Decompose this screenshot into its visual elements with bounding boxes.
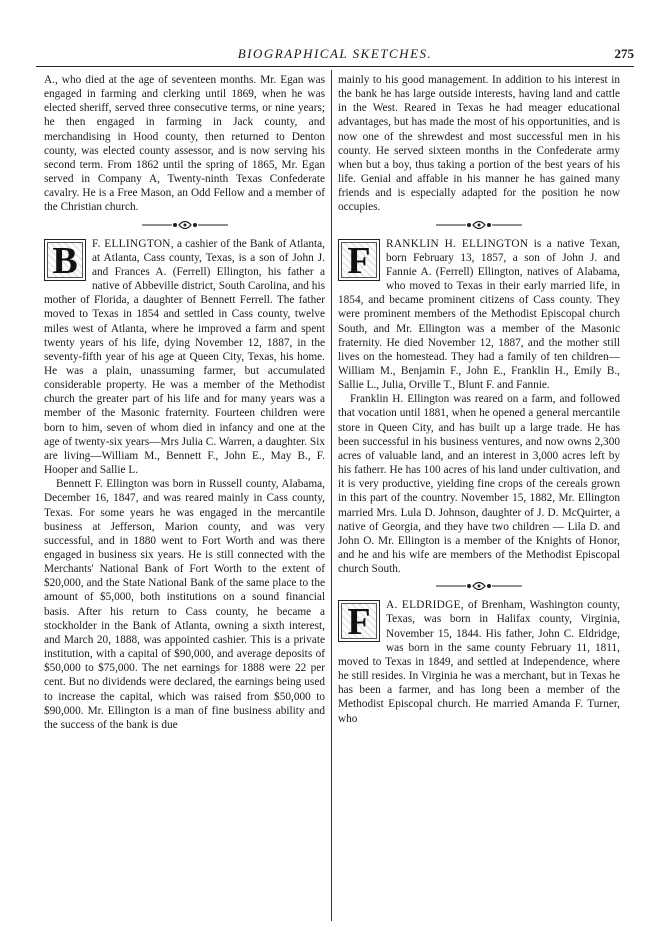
- franklin-ellington-paragraph-1: [338, 237, 620, 393]
- bf-ellington-name: F. ELLINGTON,: [92, 237, 174, 250]
- fa-eldridge-entry: [338, 598, 620, 725]
- franklin-ellington-paragraph-2: Franklin H. Ellington was reared on a farm, and followed that vocation until 1881, when he opened a general mercantile store in Queen City, and has built up a large trade. He has been successful in his business ventures, and now owns 2,300 acres of valuable land, and an interest in 3,000 acres left by his fatherr. He has 100 acres of his land under cultivation, and it is very productive, yielding fine crops of the cereals grown in this part of the country. November 15, 1882, Mr. Ellington married Mrs. Lula D. Johnson, daughter of J. D. McQuirter, a native of Georgia, and they have two children — Lila D. and John O. Mr. Ellington is a member of the Knights of Honor, and he and his wife are members of the Methodist Episcopal church South.: [338, 393, 620, 576]
- right-column: [338, 73, 620, 921]
- left-column: [44, 73, 325, 921]
- bf-ellington-intro: a cashier of the Bank of Atlanta, at Atlanta, Cass county, Texas, is a son of John J. and Frances A. (Ferrell) Ellington, his father a native of Abbeville district, South Carolina, and his mother of Florida, a daughter of Bennett Ferrell. The father moved to Texas in 1854 and settled in Cass county, twelve miles west of Atlanta, where he improved a farm and spent twenty years of his life, dying November 12, 1887, in the seventy-fifth year of his age at Queen City, Texas, his home. He was a plain, unassuming farmer, but accumulated considerable property. He was a member of the Methodist church the greater part of his life and for many years was a member of the Masonic fraternity. Fourteen children were born to him, seven of whom died in infancy and one at the age of twenty-six years—Mrs Julia C. Warren, a daughter. Six are living—William M., Bennett F., John E., May B., F. Hooper and Sallie L.: [44, 237, 325, 477]
- drop-cap-b: B: [44, 239, 86, 281]
- fa-eldridge-intro: of Brenham, Washington county, Texas, was born in Halifax county, Virginia, November 15, 1844. His father, John C. Eldridge, was born in the same county February 11, 1811, moved to Texas in 1849, and settled at Independence, where he still resides. In Virginia he was a merchant, but in Texas he has been a farmer, and has long been a member of the Methodist Episcopal church. He married Amanda F. Turner, who: [338, 599, 620, 725]
- column-divider: [331, 70, 332, 921]
- bf-ellington-continuation: mainly to his good management. In addition to his interest in the bank he has large outside interests, having land and cattle in the West. Reared in Texas he had meager educational advantages, but has made the most of his opportunities, and is now one of the shrewdest and most successful men in his county. He served sixteen months in the Confederate army when but a boy, thus taking a portion of the best years of his life. Genial and affable in his manner he has gained many friends and is especially adapted for the position he now occupies.: [338, 74, 620, 214]
- header-rule: [36, 66, 634, 67]
- bf-ellington-entry: [44, 237, 325, 732]
- page-number: 275: [614, 46, 634, 61]
- bf-ellington-paragraph-1: [44, 237, 325, 478]
- franklin-ellington-name: RANKLIN H. ELLINGTON: [386, 237, 529, 250]
- section-divider-ornament: [140, 219, 230, 231]
- franklin-ellington-intro: is a native Texan, born February 13, 1857, a son of John J. and Fannie A. (Ferrell) Ellington, natives of Alabama, who moved to Texas in their early married life, in 1854, and became prominent citizens of Cass county. They were prominent members of the Methodist Episcopal church South, and Mr. Ellington was a member of the Masonic fraternity. He died November 12, 1887, and the mother still lives on the homestead. They had a family of ten children—William M., Benjamin F., John E., Franklin H., Emily B., Sallie L., Julia, Orville T., Blunt F. and Fannie.: [338, 237, 620, 392]
- drop-cap-f: F: [338, 239, 380, 281]
- section-divider-ornament: [434, 580, 524, 592]
- fa-eldridge-paragraph-1: [338, 598, 620, 725]
- franklin-ellington-entry: [338, 237, 620, 577]
- drop-cap-f: F: [338, 600, 380, 642]
- fa-eldridge-name: A. ELDRIDGE,: [386, 599, 464, 612]
- running-title: BIOGRAPHICAL SKETCHES.: [237, 46, 433, 61]
- section-divider-ornament: [434, 219, 524, 231]
- bf-ellington-paragraph-2: Bennett F. Ellington was born in Russell county, Alabama, December 16, 1847, and was reared mainly in Cass county, Texas. For some years he was engaged in the mercantile business at Jefferson, Marion county, and was very successful, and in 1880 went to Fort Worth and was there engaged in business six years. He is still connected with the Merchants' National Bank of Fort Worth to the extent of $20,000, and the State National Bank of the same place to the amount of $5,000, both institutions on a sound financial basis. After his return to Cass county, he became a stockholder in the Bank of Atlanta, owning a sixth interest, and March 20, 1888, was appointed cashier. This is a private institution, with a capital of $90,000, and average deposits of $50,000 to $75,000. The net earnings for 1888 were 22 per cent. But no dividends were declared, the earnings being used to increase the capital, which was raised from $50,000 to $90,000. Mr. Ellington is a man of fine business ability and the success of the bank is due: [44, 478, 325, 731]
- egan-sketch-continuation: A., who died at the age of seventeen months. Mr. Egan was engaged in farming and clerking until 1869, when he was elected sheriff, served three consecutive terms, or nine years; he then engaged in farming in Jack county, and merchandising in Hood county, then returned to Denton county, was elected county assessor, and is now serving his second term. From 1862 until the spring of 1865, Mr. Egan served in Company A, Twenty-ninth Texas Confederate cavalry. He is a Free Mason, an Odd Fellow and a member of the Christian church.: [44, 74, 325, 214]
- page-header: [36, 46, 634, 68]
